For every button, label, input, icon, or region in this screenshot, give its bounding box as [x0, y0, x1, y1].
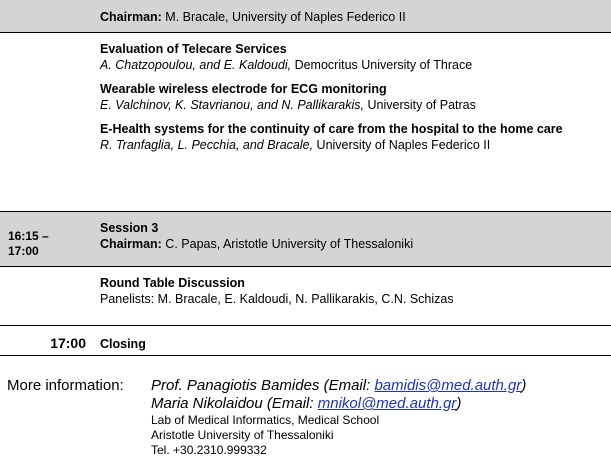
- email-link[interactable]: mnikol@med.auth.gr: [317, 395, 457, 412]
- talk-title: Evaluation of Telecare Services: [100, 42, 287, 56]
- contact-name: Maria Nikolaidou (Email:: [151, 395, 318, 412]
- talk-affiliation: University of Naples Federico II: [313, 138, 491, 152]
- contact-name: Prof. Panagiotis Bamides (Email:: [151, 377, 375, 394]
- chair-text: C. Papas, Aristotle University of Thessaloniki: [161, 237, 414, 251]
- session2-chair-row: [0, 0, 611, 33]
- contact-end: ): [521, 377, 527, 394]
- talk-affiliation: Democritus University of Thrace: [291, 58, 473, 72]
- talk-title: Wearable wireless electrode for ECG monitoring: [100, 82, 387, 96]
- talk-list: [100, 41, 600, 161]
- roundtable-info: [100, 275, 600, 307]
- talk-authors: A. Chatzopoulou, and E. Kaldoudi,: [100, 58, 292, 72]
- chair-label: Chairman:: [100, 237, 162, 251]
- talk-authors: E. Valchinov, K. Stavrianou, and N. Pallikarakis,: [100, 98, 365, 112]
- address-line: Lab of Medical Informatics, Medical School: [151, 413, 380, 427]
- talk-authors: R. Tranfaglia, L. Pecchia, and Bracale,: [100, 138, 314, 152]
- session3-time: 16:15 – 17:00: [8, 229, 49, 258]
- closing-row: [0, 325, 611, 356]
- talk-item: [100, 121, 600, 153]
- talk-affiliation: University of Patras: [364, 98, 476, 112]
- more-info-label: More information:: [7, 377, 124, 394]
- talk-item: [100, 81, 600, 113]
- email-link[interactable]: bamidis@med.auth.gr: [374, 377, 522, 394]
- closing-time: 17:00: [50, 335, 86, 351]
- closing-label: Closing: [100, 337, 146, 351]
- session3-info: [100, 220, 600, 252]
- talk-title: E-Health systems for the continuity of care from the hospital to the home care: [100, 122, 563, 136]
- roundtable-title: Round Table Discussion: [100, 276, 245, 290]
- talk-item: [100, 41, 600, 73]
- more-info-body: [151, 377, 606, 458]
- roundtable-row: [0, 268, 611, 325]
- chair-label: Chairman:: [100, 10, 162, 24]
- chair-text: M. Bracale, University of Naples Federico II: [161, 10, 406, 24]
- roundtable-panelists: Panelists: M. Bracale, E. Kaldoudi, N. Pallikarakis, C.N. Schizas: [100, 292, 454, 306]
- talks-section: [0, 34, 611, 211]
- contact-line: [151, 395, 606, 413]
- address-line: Tel. +30.2310.999332: [151, 443, 267, 457]
- session3-row: [0, 211, 611, 267]
- contact-line: [151, 377, 606, 395]
- session3-title: Session 3: [100, 221, 159, 235]
- address-line: Aristotle University of Thessaloniki: [151, 428, 334, 442]
- contact-end: ): [456, 395, 462, 412]
- session2-chair: [100, 9, 600, 25]
